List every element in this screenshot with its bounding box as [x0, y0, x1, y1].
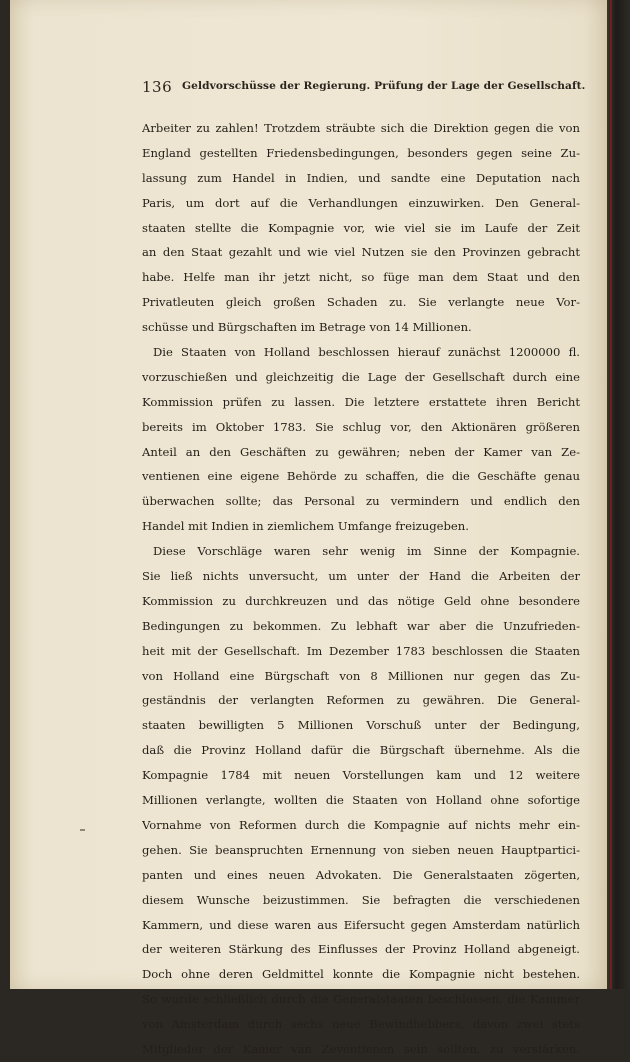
text-line: daß die Provinz Holland dafür die Bürgschaft übernehme. Als die	[142, 743, 580, 758]
text-line: staaten bewilligten 5 Millionen Vorschuß unter der Bedingung,	[142, 718, 580, 733]
text-line: panten und eines neuen Advokaten. Die Generalstaaten zögerten,	[142, 867, 580, 882]
text-line: diesem Wunsche beizustimmen. Sie befragten die verschiedenen	[142, 892, 580, 907]
page-number: 136	[142, 78, 173, 96]
text-line: Kammern, und diese waren aus Eifersucht gegen Amsterdam natürlich	[142, 917, 580, 932]
text-line: schüsse und Bürgschaften im Betrage von 14 Millionen.	[142, 320, 472, 335]
text-line: Anteil an den Geschäften zu gewähren; neben der Kamer van Ze-	[142, 444, 580, 459]
text-line: Privatleuten gleich großen Schaden zu. Sie verlangte neue Vor-	[142, 295, 580, 310]
margin-mark	[80, 829, 85, 831]
text-line: staaten stellte die Kompagnie vor, wie viel sie im Laufe der Zeit	[142, 220, 580, 235]
text-line: von Holland eine Bürgschaft von 8 Millionen nur gegen das Zu-	[142, 668, 580, 683]
text-line: geständnis der verlangten Reformen zu gewähren. Die General-	[142, 693, 580, 708]
body-text	[142, 116, 580, 1062]
text-line: überwachen sollte; das Personal zu vermindern und endlich den	[142, 494, 580, 509]
text-line: vorzuschießen und gleichzeitig die Lage der Gesellschaft durch eine	[142, 369, 580, 384]
text-line: von Amsterdam durch sechs neue Bewindhebbers, davon zwei stets	[142, 1017, 580, 1032]
book-page	[10, 0, 607, 1056]
text-line: der weiteren Stärkung des Einflusses der Provinz Holland abgeneigt.	[142, 942, 580, 957]
text-line: ventienen eine eigene Behörde zu schaffen, die die Geschäfte genau	[142, 469, 580, 484]
text-line: lassung zum Handel in Indien, und sandte eine Deputation nach	[142, 170, 580, 185]
text-line: heit mit der Gesellschaft. Im Dezember 1783 beschlossen die Staaten	[142, 643, 580, 658]
text-line: gehen. Sie beanspruchten Ernennung von sieben neuen Hauptpartici-	[142, 842, 580, 857]
text-line: Kommission zu durchkreuzen und das nötige Geld ohne besondere	[142, 593, 580, 608]
text-line: Doch ohne deren Geldmittel konnte die Kompagnie nicht bestehen.	[142, 967, 580, 982]
text-line: bereits im Oktober 1783. Sie schlug vor, den Aktionären größeren	[142, 419, 580, 434]
text-line: habe. Helfe man ihr jetzt nicht, so füge man dem Staat und den	[142, 270, 580, 285]
text-line: England gestellten Friedensbedingungen, besonders gegen seine Zu-	[142, 145, 580, 160]
text-line: So wurde schließlich durch die Generalstaaten beschlossen, die Kammer	[142, 992, 580, 1007]
text-line: Vornahme von Reformen durch die Kompagnie auf nichts mehr ein-	[142, 817, 580, 832]
paragraph-start-line: Die Staaten von Holland beschlossen hierauf zunächst 1200000 fl.	[153, 345, 580, 360]
text-line: Kommission prüfen zu lassen. Die letztere erstattete ihren Bericht	[142, 394, 580, 409]
text-line: Handel mit Indien in ziemlichem Umfange freizugeben.	[142, 519, 469, 534]
text-line: Kompagnie 1784 mit neuen Vorstellungen kam und 12 weitere	[142, 768, 580, 783]
book-edge	[607, 0, 630, 989]
running-header	[142, 76, 586, 102]
text-line: Arbeiter zu zahlen! Trotzdem sträubte sich die Direktion gegen die von	[142, 121, 580, 135]
text-line: Bedingungen zu bekommen. Zu lebhaft war aber die Unzufrieden-	[142, 618, 580, 633]
text-line: Mitglieder der Kamer van Zeventienen sein sollten, zu verstärken.	[142, 1041, 580, 1056]
text-line: an den Staat gezahlt und wie viel Nutzen sie den Provinzen gebracht	[142, 245, 580, 260]
text-line: Sie ließ nichts unversucht, um unter der Hand die Arbeiten der	[142, 569, 580, 584]
text-line: Millionen verlangte, wollten die Staaten von Holland ohne sofortige	[142, 793, 580, 808]
running-title: Geldvorschüsse der Regierung. Prüfung der Lage der Gesellschaft.	[182, 80, 586, 92]
paragraph-start-line: Diese Vorschläge waren sehr wenig im Sinne der Kompagnie.	[153, 544, 580, 559]
text-line: Paris, um dort auf die Verhandlungen einzuwirken. Den General-	[142, 195, 580, 210]
